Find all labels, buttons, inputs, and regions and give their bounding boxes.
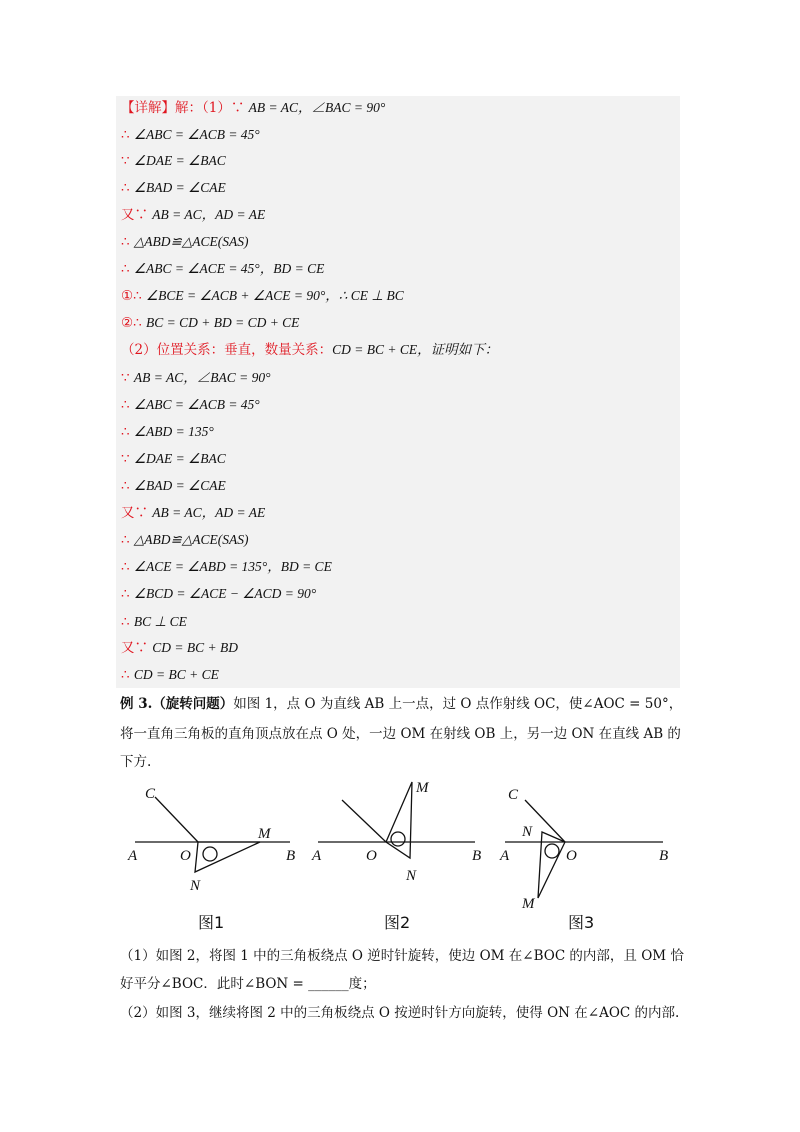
solution-line-prefix: ∴ bbox=[121, 478, 134, 494]
solution-line-math: ∠BCD = ∠ACE − ∠ACD = 90° bbox=[133, 586, 317, 601]
fig1-caption: 图1 bbox=[198, 913, 225, 932]
solution-line bbox=[121, 531, 248, 549]
solution-line-math: △ABD≌△ACE(SAS) bbox=[133, 234, 249, 249]
solution-line-prefix: ∴ bbox=[121, 667, 134, 683]
solution-line bbox=[121, 314, 299, 332]
solution-line-math: BC = CD + BD = CD + CE bbox=[145, 315, 300, 330]
solution-line bbox=[121, 639, 238, 657]
solution-line bbox=[121, 260, 324, 278]
solution-line-prefix: 又∵ bbox=[121, 207, 153, 223]
solution-line bbox=[121, 287, 404, 305]
solution-line-math: CD = BC + BD bbox=[152, 640, 239, 655]
solution-line-math: CD = BC + CE，证明如下： bbox=[332, 342, 499, 357]
fig1-label-A: A bbox=[128, 848, 138, 864]
fig3-label-O: O bbox=[566, 848, 577, 864]
solution-line-prefix: ∵ bbox=[121, 153, 134, 169]
solution-line-math: ∠BAD = ∠CAE bbox=[133, 180, 226, 195]
solution-line-prefix: ∴ bbox=[121, 559, 134, 575]
solution-line bbox=[121, 477, 226, 495]
solution-line-math: ∠ABC = ∠ACE = 45°，BD = CE bbox=[133, 261, 325, 276]
solution-line bbox=[121, 152, 226, 170]
solution-line bbox=[121, 126, 260, 144]
example-line-1 bbox=[120, 694, 682, 714]
solution-line-math: AB = AC，∠BAC = 90° bbox=[248, 100, 386, 115]
fig2-caption: 图2 bbox=[384, 913, 411, 932]
solution-line bbox=[121, 504, 265, 522]
solution-line-prefix: ∴ bbox=[121, 234, 134, 250]
fig2-label-B: B bbox=[472, 848, 482, 864]
fig2-label-A: A bbox=[312, 848, 322, 864]
solution-line-prefix: ∴ bbox=[121, 614, 134, 630]
figure-2 bbox=[311, 780, 481, 932]
example-title: 例 3.（旋转问题） bbox=[120, 696, 234, 712]
solution-line bbox=[121, 666, 219, 684]
solution-line-math: ∠DAE = ∠BAC bbox=[133, 451, 226, 466]
solution-line-prefix: ∴ bbox=[121, 397, 134, 413]
solution-line bbox=[121, 450, 226, 468]
fig3-label-N: N bbox=[522, 824, 533, 840]
solution-line-prefix: （2）位置关系：垂直，数量关系： bbox=[121, 342, 333, 358]
question-1-line-1: （1）如图 2，将图 1 中的三角板绕点 O 逆时针旋转，使边 OM 在∠BOC 的内部，且 OM 恰 bbox=[120, 948, 684, 964]
solution-line-prefix: ∵ bbox=[121, 451, 134, 467]
solution-line-prefix: ∵ bbox=[121, 370, 134, 386]
solution-line-math: BC ⊥ CE bbox=[133, 614, 187, 629]
fig2-label-O: O bbox=[366, 848, 377, 864]
solution-line-prefix: ∴ bbox=[121, 424, 134, 440]
solution-line bbox=[121, 341, 498, 359]
solution-line-math: ∠ABC = ∠ACB = 45° bbox=[133, 397, 260, 412]
figure-1 bbox=[127, 786, 295, 932]
fig3-label-M: M bbox=[522, 896, 535, 912]
question-2: （2）如图 3，继续将图 2 中的三角板绕点 O 按逆时针方向旋转，使得 ON 在∠AOC 的内部. bbox=[120, 1005, 680, 1021]
solution-line-math: ∠ABD = 135° bbox=[133, 424, 214, 439]
figure-3 bbox=[499, 787, 668, 932]
solution-line bbox=[121, 99, 385, 117]
fig1-label-C: C bbox=[145, 786, 156, 802]
solution-line-math: CD = BC + CE bbox=[133, 667, 219, 682]
solution-line bbox=[121, 206, 265, 224]
solution-line bbox=[121, 423, 214, 441]
solution-line-prefix: ∴ bbox=[121, 532, 134, 548]
solution-line-math: AB = AC，∠BAC = 90° bbox=[133, 370, 271, 385]
solution-line-prefix: ∴ bbox=[121, 127, 134, 143]
solution-line bbox=[121, 585, 316, 603]
solution-line-math: ∠BCE = ∠ACB + ∠ACE = 90°，∴ CE ⊥ BC bbox=[145, 288, 404, 303]
solution-line-math: ∠BAD = ∠CAE bbox=[133, 478, 226, 493]
solution-line bbox=[121, 233, 248, 251]
fig1-label-B: B bbox=[286, 848, 296, 864]
fig1-label-M: M bbox=[258, 826, 271, 842]
solution-line-math: AB = AC，AD = AE bbox=[152, 207, 266, 222]
fig3-label-A: A bbox=[500, 848, 510, 864]
solution-line-math: △ABD≌△ACE(SAS) bbox=[133, 532, 249, 547]
fig3-label-C: C bbox=[508, 787, 519, 803]
solution-line-math: AB = AC，AD = AE bbox=[152, 505, 266, 520]
solution-line-prefix: ②∴ bbox=[121, 315, 146, 331]
question-1-line-2: 好平分∠BOC．此时∠BON = ______度； bbox=[120, 976, 376, 992]
solution-line bbox=[121, 396, 260, 414]
solution-line-prefix: ∴ bbox=[121, 586, 134, 602]
solution-line-prefix: ∵ bbox=[230, 100, 249, 116]
fig1-label-O: O bbox=[180, 848, 191, 864]
solution-heading: 【详解】解：（1） bbox=[121, 100, 231, 116]
solution-line bbox=[121, 179, 226, 197]
solution-line bbox=[121, 558, 332, 576]
solution-line-prefix: 又∵ bbox=[121, 640, 153, 656]
fig3-caption: 图3 bbox=[568, 913, 595, 932]
example-line-3: 下方. bbox=[120, 754, 152, 770]
solution-line-prefix: ∴ bbox=[121, 261, 134, 277]
solution-line-prefix: ∴ bbox=[121, 180, 134, 196]
solution-line-prefix: 又∵ bbox=[121, 505, 153, 521]
fig1-label-N: N bbox=[190, 878, 201, 894]
solution-line bbox=[121, 613, 187, 631]
solution-line-prefix: ①∴ bbox=[121, 288, 146, 304]
solution-line-math: ∠DAE = ∠BAC bbox=[133, 153, 226, 168]
fig3-label-B: B bbox=[659, 848, 669, 864]
solution-line bbox=[121, 369, 271, 387]
fig2-label-M: M bbox=[416, 780, 429, 796]
example-line-2: 将一直角三角板的直角顶点放在点 O 处，一边 OM 在射线 OB 上，另一边 ON 在直线 AB 的 bbox=[120, 726, 681, 742]
figures bbox=[110, 772, 690, 942]
example-text-1: 如图 1，点 O 为直线 AB 上一点，过 O 点作射线 OC，使∠AOC = 50°， bbox=[233, 696, 683, 712]
fig2-label-N: N bbox=[406, 868, 417, 884]
solution-line-math: ∠ACE = ∠ABD = 135°，BD = CE bbox=[133, 559, 332, 574]
solution-line-math: ∠ABC = ∠ACB = 45° bbox=[133, 127, 260, 142]
